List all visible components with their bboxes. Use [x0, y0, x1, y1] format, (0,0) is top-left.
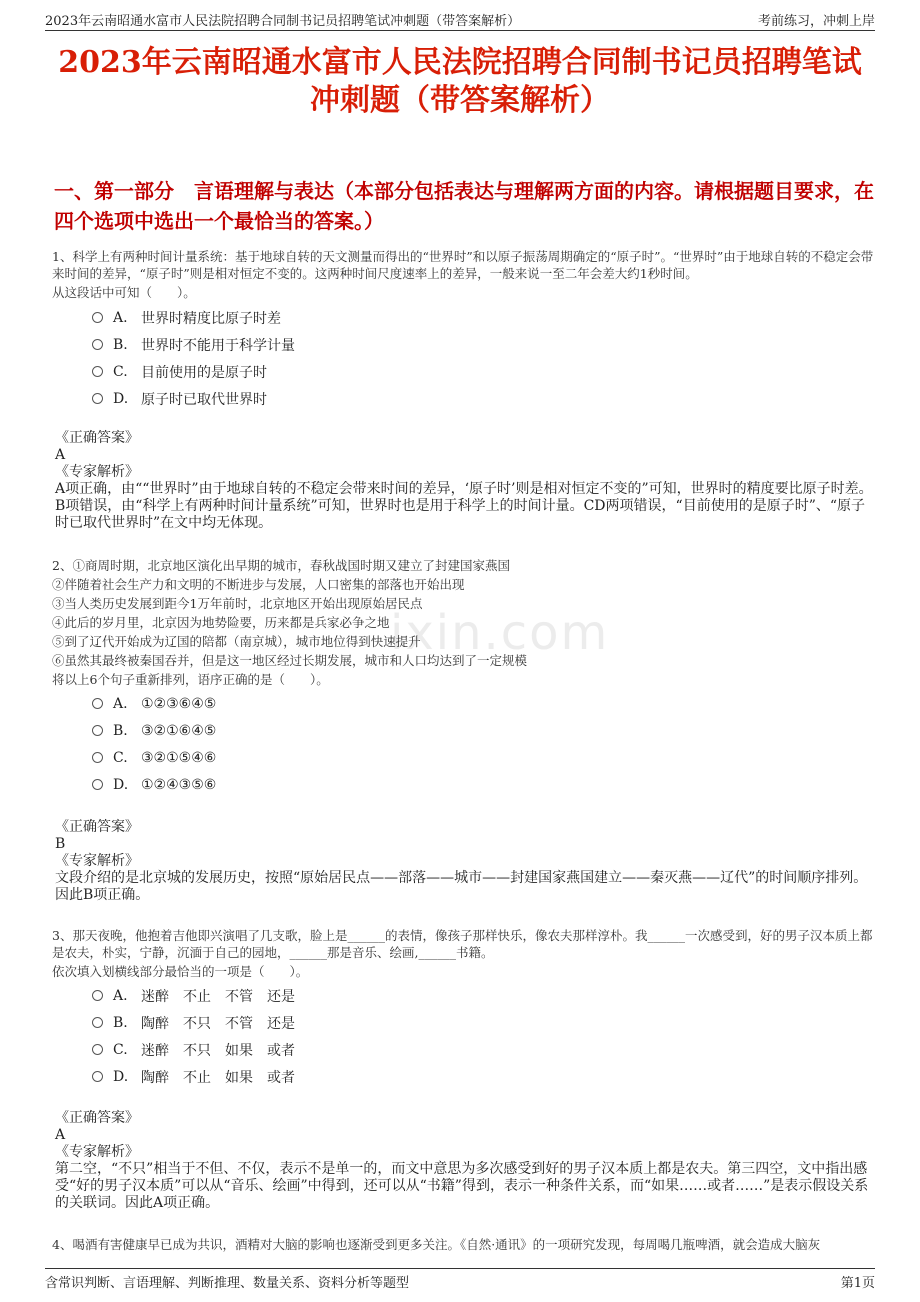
radio-icon[interactable]: [92, 752, 103, 763]
radio-icon[interactable]: [92, 990, 103, 1001]
radio-icon[interactable]: [92, 312, 103, 323]
header-divider: [45, 30, 875, 31]
question-text: ④此后的岁月里，北京因为地势险要，历来都是兵家必争之地: [52, 615, 390, 630]
question-2-options: [92, 690, 216, 798]
option-b[interactable]: B. ③②①⑥④⑤: [92, 717, 216, 744]
option-c[interactable]: C. 目前使用的是原子时: [92, 358, 295, 385]
question-prompt: 将以上6个句子重新排列，语序正确的是（ ）。: [52, 672, 329, 687]
question-3-stem: [52, 927, 875, 982]
option-d[interactable]: D. ①②④③⑤⑥: [92, 771, 216, 798]
question-text: ③当人类历史发展到距今1万年前时，北京地区开始出现原始居民点: [52, 596, 423, 611]
question-1-options: [92, 304, 295, 412]
radio-icon[interactable]: [92, 366, 103, 377]
radio-icon[interactable]: [92, 1017, 103, 1028]
question-3-answer: [55, 1110, 875, 1212]
option-a[interactable]: A. ①②③⑥④⑤: [92, 690, 216, 717]
page-header-right: 考前练习，冲刺上岸: [757, 14, 875, 29]
radio-icon[interactable]: [92, 698, 103, 709]
radio-icon[interactable]: [92, 779, 103, 790]
answer-label: 《正确答案》: [55, 1110, 139, 1126]
option-a[interactable]: A. 世界时精度比原子时差: [92, 304, 295, 331]
question-1-stem: [52, 248, 875, 303]
analysis-text: 第二空，“不只”相当于不但、不仅，表示不是单一的，而文中意思为多次感受到好的男子汉本质上都是农夫。第三四空，文中指出感受“好的男子汉本质”可以从“音乐、绘画”中得到，还可以从“书籍”得到，表示一种条件关系，而“如果……或者……”是表示假设关系的关联词。因此A项正确。: [55, 1161, 869, 1211]
question-text: 4、喝酒有害健康早已成为共识，酒精对大脑的影响也逐渐受到更多关注。《自然·通讯》的一项研究发现，每周喝几瓶啤酒，就会造成大脑灰: [52, 1237, 821, 1252]
question-3-options: [92, 982, 295, 1090]
question-prompt: 从这段话中可知（ ）。: [52, 285, 196, 300]
question-text: 1、科学上有两种时间计量系统：基于地球自转的天文测量而得出的“世界时”和以原子振荡周期确定的“原子时”。“世界时”由于地球自转的不稳定会带来时间的差异，“原子时”则是相对恒定不变的。这两种时间尺度速率上的差异，一般来说一至二年会差大约1秒时间。: [52, 249, 874, 281]
question-text: 2、①商周时期，北京地区演化出早期的城市，春秋战国时期又建立了封建国家燕国: [52, 558, 510, 573]
option-d[interactable]: D. 原子时已取代世界时: [92, 385, 295, 412]
analysis-text: A项正确，由““世界时”由于地球自转的不稳定会带来时间的差异，‘原子时’则是相对恒定不变的”可知，世界时的精度要比原子时差。B项错误，由“科学上有两种时间计量系统”可知，世界时也是用于科学上的时间计量。CD两项错误，“目前使用的是原子时”、“原子时已取代世界时”在文中均无体现。: [55, 481, 873, 531]
option-b[interactable]: B. 世界时不能用于科学计量: [92, 331, 295, 358]
question-2-answer: [55, 819, 875, 904]
analysis-label: 《专家解析》: [55, 1144, 139, 1160]
question-2-stem: [52, 557, 875, 690]
radio-icon[interactable]: [92, 1044, 103, 1055]
option-b[interactable]: B. 陶醉 不只 不管 还是: [92, 1009, 295, 1036]
question-text: ⑤到了辽代开始成为辽国的陪都（南京城），城市地位得到快速提升: [52, 634, 421, 649]
question-prompt: 依次填入划横线部分最恰当的一项是（ ）。: [52, 964, 309, 979]
option-c[interactable]: C. 迷醉 不只 如果 或者: [92, 1036, 295, 1063]
answer-value: B: [55, 836, 66, 852]
page-footer-left: 含常识判断、言语理解、判断推理、数量关系、资料分析等题型: [45, 1276, 410, 1291]
section-heading: 一、第一部分 言语理解与表达（本部分包括表达与理解两方面的内容。请根据题目要求，在四个选项中选出一个最恰当的答案。）: [54, 179, 874, 233]
analysis-label: 《专家解析》: [55, 464, 139, 480]
analysis-label: 《专家解析》: [55, 853, 139, 869]
question-text: ⑥虽然其最终被秦国吞并，但是这一地区经过长期发展，城市和人口均达到了一定规模: [52, 653, 528, 668]
question-text: 3、那天夜晚，他抱着吉他即兴演唱了几支歌，脸上是______的表情，像孩子那样快乐，像农夫那样淳朴。我______一次感受到，好的男子汉本质上都是农夫，朴实，宁静，沉湎于自己的园地，______那是音乐、绘画,______书籍。: [52, 928, 873, 960]
answer-label: 《正确答案》: [55, 430, 139, 446]
option-c[interactable]: C. ③②①⑤④⑥: [92, 744, 216, 771]
page-number: 第1页: [840, 1276, 875, 1291]
page-header-left: 2023年云南昭通水富市人民法院招聘合同制书记员招聘笔试冲刺题（带答案解析）: [45, 14, 521, 29]
answer-value: A: [55, 447, 66, 463]
document-title: 2023年云南昭通水富市人民法院招聘合同制书记员招聘笔试冲刺题（带答案解析）: [58, 45, 862, 118]
answer-value: A: [55, 1127, 66, 1143]
watermark: ixin.com: [390, 605, 610, 661]
radio-icon[interactable]: [92, 725, 103, 736]
radio-icon[interactable]: [92, 1071, 103, 1082]
answer-label: 《正确答案》: [55, 819, 139, 835]
question-1-answer: [55, 430, 875, 532]
analysis-text: 文段介绍的是北京城的发展历史，按照“原始居民点——部落——城市——封建国家燕国建立——秦灭燕——辽代”的时间顺序排列。因此B项正确。: [55, 870, 868, 903]
option-a[interactable]: A. 迷醉 不止 不管 还是: [92, 982, 295, 1009]
footer-divider: [45, 1268, 875, 1269]
question-text: ②伴随着社会生产力和文明的不断进步与发展，人口密集的部落也开始出现: [52, 577, 465, 592]
radio-icon[interactable]: [92, 393, 103, 404]
option-d[interactable]: D. 陶醉 不止 如果 或者: [92, 1063, 295, 1090]
question-4-stem: [52, 1236, 875, 1255]
radio-icon[interactable]: [92, 339, 103, 350]
